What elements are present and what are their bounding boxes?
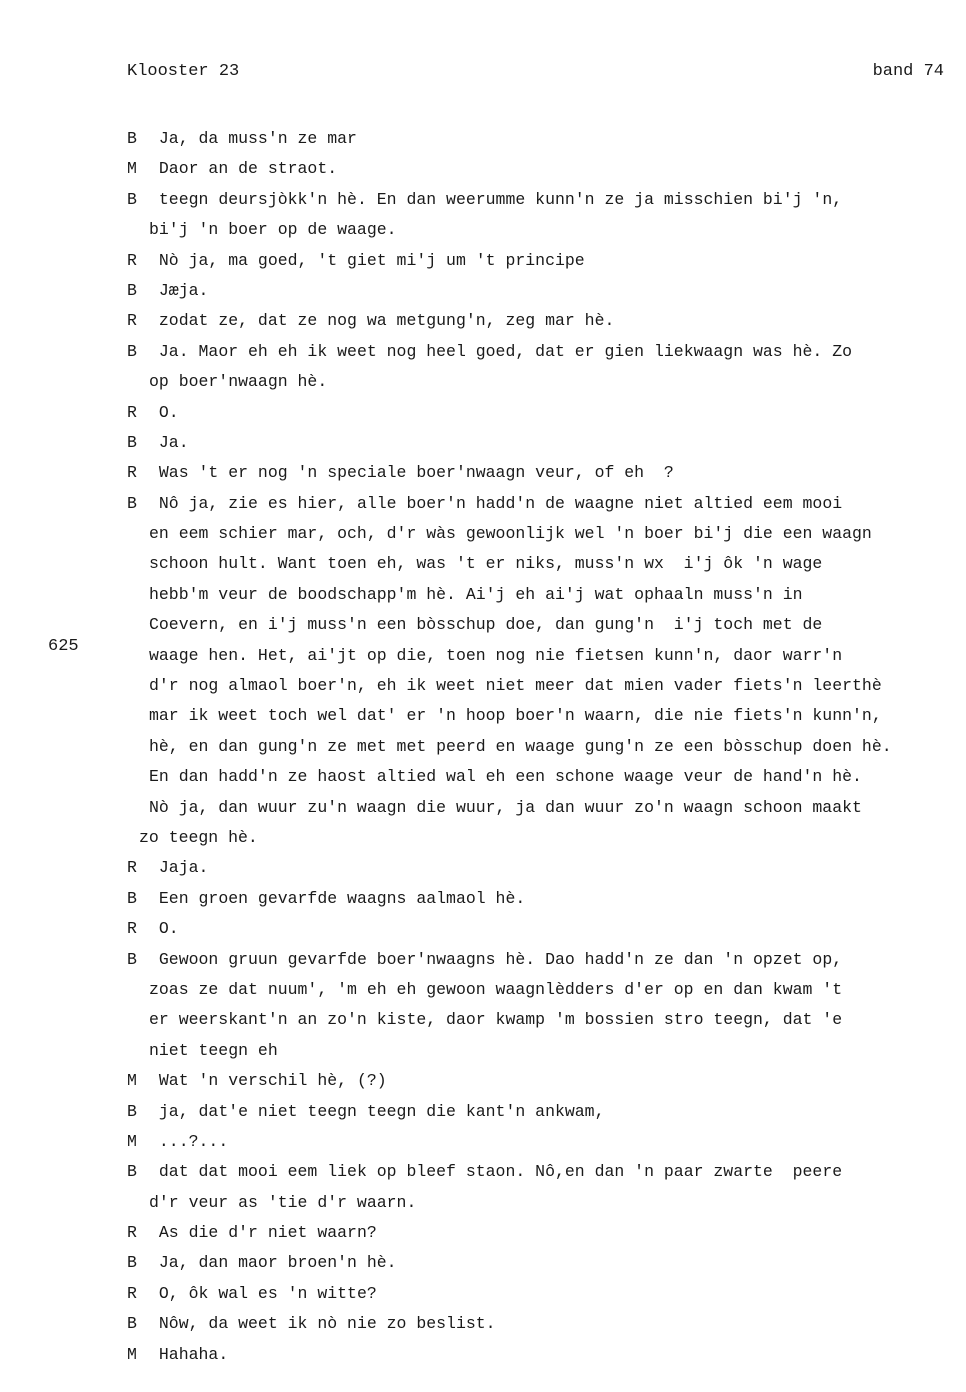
transcript-line: [127, 914, 962, 944]
transcript-line: [127, 732, 962, 762]
speaker-label: B: [127, 949, 137, 969]
transcript-line: [127, 641, 962, 671]
transcript-line: [127, 1340, 962, 1370]
margin-counter-number: 625: [48, 637, 79, 656]
transcript-line: [127, 1066, 962, 1096]
line-text: teegn deursjòkk'n hè. En dan weerumme kunn'n ze ja misschien bi'j 'n,: [158, 189, 843, 209]
transcript-line: [127, 1279, 962, 1309]
line-text: d'r nog almaol boer'n, eh ik weet niet meer dat mien vader fiets'n leerthè: [149, 676, 882, 696]
line-text: zodat ze, dat ze nog wa metgung'n, zeg mar hè.: [158, 311, 615, 331]
line-text: mar ik weet toch wel dat' er 'n hoop boer'n waarn, die nie fiets'n kunn'n,: [149, 706, 882, 726]
speaker-label: R: [127, 250, 137, 270]
line-text: As die d'r niet waarn?: [158, 1223, 377, 1243]
line-text: waage hen. Het, ai'jt op die, toen nog nie fietsen kunn'n, daor warr'n: [149, 645, 843, 665]
transcript-line: [127, 1127, 962, 1157]
transcript-line: [127, 549, 962, 579]
line-text: niet teegn eh: [149, 1040, 278, 1060]
transcript-line: [127, 306, 962, 336]
transcript-line: [127, 884, 962, 914]
line-text: ...?...: [158, 1131, 229, 1151]
speaker-label: B: [127, 1253, 137, 1273]
line-text: d'r veur as 'tie d'r waarn.: [149, 1192, 417, 1212]
transcript-body: [127, 124, 962, 1370]
speaker-label: R: [127, 1283, 137, 1303]
line-text: ja, dat'e niet teegn teegn die kant'n ankwam,: [158, 1101, 605, 1121]
line-text: hè, en dan gung'n ze met met peerd en waage gung'n ze een bòsschup doen hè.: [149, 736, 892, 756]
transcript-line: [127, 398, 962, 428]
transcript-line: [127, 975, 962, 1005]
line-text: Hahaha.: [158, 1344, 229, 1364]
speaker-label: R: [127, 919, 137, 939]
speaker-label: B: [127, 493, 137, 513]
line-text: Gewoon gruun gevarfde boer'nwaagns hè. Dao hadd'n ze dan 'n opzet op,: [158, 949, 843, 969]
transcript-line: [127, 701, 962, 731]
line-text: O.: [158, 919, 179, 939]
line-text: hebb'm veur de boodschapp'm hè. Ai'j eh ai'j wat ophaaln muss'n in: [149, 584, 803, 604]
transcript-line: [127, 276, 962, 306]
transcript-line: [127, 337, 962, 367]
transcript-line: [127, 1157, 962, 1187]
transcript-line: [127, 1005, 962, 1035]
page-header-title: Klooster 23: [127, 62, 240, 81]
transcript-line: [127, 1248, 962, 1278]
speaker-label: R: [127, 311, 137, 331]
speaker-label: B: [127, 341, 137, 361]
line-text: Jæja.: [158, 280, 209, 300]
line-text: Ja, dan maor broen'n hè.: [158, 1253, 397, 1273]
speaker-label: B: [127, 1314, 137, 1334]
transcript-line: [127, 1036, 962, 1066]
line-text: schoon hult. Want toen eh, was 't er niks, muss'n wx i'j ôk 'n wage: [149, 554, 823, 574]
line-text: Nôw, da weet ik nò nie zo beslist.: [158, 1314, 496, 1334]
line-text: Nô ja, zie es hier, alle boer'n hadd'n de waagne niet altied eem mooi: [158, 493, 843, 513]
transcript-line: [127, 124, 962, 154]
transcript-line: [127, 580, 962, 610]
speaker-label: B: [127, 432, 137, 452]
speaker-label: R: [127, 463, 137, 483]
speaker-label: B: [127, 888, 137, 908]
transcript-line: [127, 458, 962, 488]
line-text: Nò ja, dan wuur zu'n waagn die wuur, ja dan wuur zo'n waagn schoon maakt: [149, 797, 862, 817]
speaker-label: B: [127, 1162, 137, 1182]
line-text: O, ôk wal es 'n witte?: [158, 1283, 377, 1303]
transcript-line: [127, 1218, 962, 1248]
transcript-line: [127, 671, 962, 701]
speaker-label: M: [127, 1131, 137, 1151]
speaker-label: M: [127, 159, 137, 179]
transcript-line: [127, 823, 962, 853]
line-text: Daor an de straot.: [158, 159, 338, 179]
line-text: Coevern, en i'j muss'n een bòsschup doe, dan gung'n i'j toch met de: [149, 615, 823, 635]
page-header-band: band 74: [872, 62, 944, 81]
line-text: Jaja.: [158, 858, 209, 878]
speaker-label: R: [127, 1223, 137, 1243]
line-text: Ja.: [158, 432, 189, 452]
transcript-line: [127, 793, 962, 823]
line-text: Was 't er nog 'n speciale boer'nwaagn veur, of eh ?: [158, 463, 674, 483]
line-text: zoas ze dat nuum', 'm eh eh gewoon waagnlèdders d'er op en dan kwam 't: [149, 979, 843, 999]
transcript-line: [127, 367, 962, 397]
line-text: Ja, da muss'n ze mar: [158, 129, 357, 148]
transcript-line: [127, 519, 962, 549]
line-text: op boer'nwaagn hè.: [149, 372, 328, 392]
transcript-line: [127, 1309, 962, 1339]
transcript-line: [127, 428, 962, 458]
speaker-label: B: [127, 1101, 137, 1121]
line-text: Een groen gevarfde waagns aalmaol hè.: [158, 888, 526, 908]
line-text: Ja. Maor eh eh ik weet nog heel goed, dat er gien liekwaagn was hè. Zo: [158, 341, 853, 361]
transcript-line: [127, 945, 962, 975]
line-text: en eem schier mar, och, d'r wàs gewoonlijk wel 'n boer bi'j die een waagn: [149, 524, 872, 544]
line-text: Nò ja, ma goed, 't giet mi'j um 't principe: [158, 250, 585, 270]
line-text: Wat 'n verschil hè, (?): [158, 1071, 387, 1091]
speaker-label: R: [127, 402, 137, 422]
speaker-label: M: [127, 1344, 137, 1364]
speaker-label: R: [127, 858, 137, 878]
transcript-line: [127, 489, 962, 519]
speaker-label: B: [127, 189, 137, 209]
line-text: zo teegn hè.: [139, 827, 258, 847]
line-text: bi'j 'n boer op de waage.: [149, 220, 397, 240]
transcript-line: [127, 1188, 962, 1218]
transcript-line: [127, 853, 962, 883]
transcript-line: [127, 154, 962, 184]
line-text: O.: [158, 402, 179, 422]
transcript-line: [127, 610, 962, 640]
speaker-label: M: [127, 1071, 137, 1091]
speaker-label: B: [127, 129, 137, 148]
speaker-label: B: [127, 280, 137, 300]
line-text: dat dat mooi eem liek op bleef staon. Nô,en dan 'n paar zwarte peere: [158, 1162, 843, 1182]
transcript-line: [127, 215, 962, 245]
line-text: er weerskant'n an zo'n kiste, daor kwamp 'm bossien stro teegn, dat 'e: [149, 1010, 843, 1030]
line-text: En dan hadd'n ze haost altied wal eh een schone waage veur de hand'n hè.: [149, 767, 862, 787]
transcript-line: [127, 185, 962, 215]
transcript-line: [127, 246, 962, 276]
transcript-line: [127, 762, 962, 792]
transcript-line: [127, 1097, 962, 1127]
